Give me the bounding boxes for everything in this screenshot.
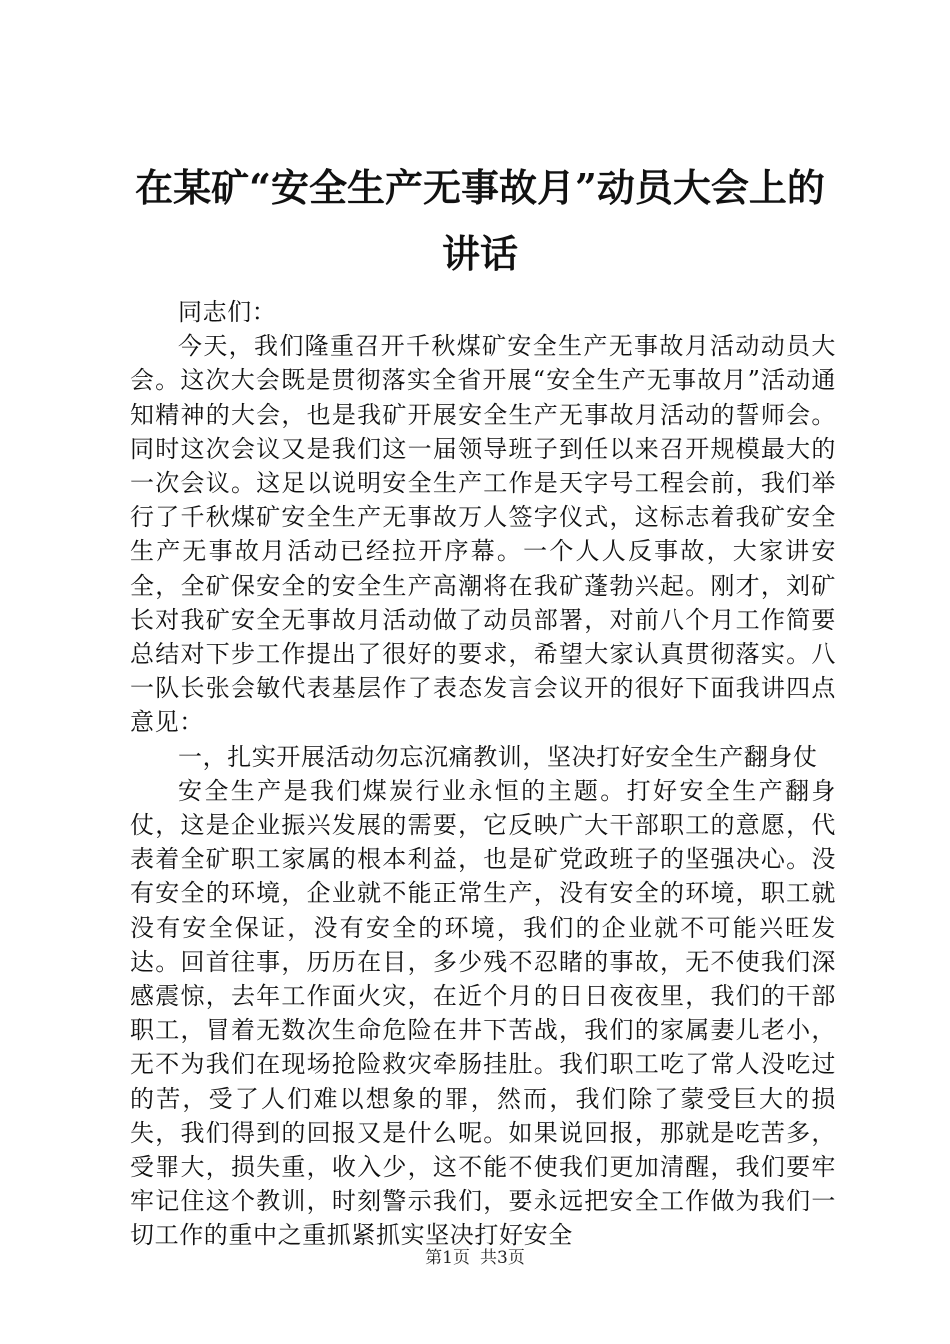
opening-paragraph: 今天，我们隆重召开千秋煤矿安全生产无事故月活动动员大会。这次大会既是贯彻落实全省开展“安全生产无事故月”活动通知精神的大会，也是我矿开展安全生产无事故月活动的誓师会。同时这次会议又是我们这一届领导班子到任以来召开规模最大的一次会议。这足以说明安全生产工作是天字号工程会前，我们举行了千秋煤矿安全生产无事故万人签字仪式，这标志着我矿安全生产无事故月活动已经拉开序幕。一个人人反事故，大家讲安全，全矿保安全的安全生产高潮将在我矿蓬勃兴起。刚才，刘矿长对我矿安全无事故月活动做了动员部署，对前八个月工作简要总结对下步工作提出了很好的要求，希望大家认真贯彻落实。八一队长张会敏代表基层作了表态发言会议开的很好下面我讲四点意见： [130,332,836,737]
page-total: 共3页 [480,1248,525,1268]
salutation-paragraph: 同志们： [178,298,277,326]
document-title: 在某矿“安全生产无事故月”动员大会上的讲话 [135,165,825,276]
document-body [130,295,836,1253]
section-heading: 一，扎实开展活动勿忘沉痛教训，坚决打好安全生产翻身仗 [178,742,818,771]
page-number: 第1页 [425,1248,470,1268]
body-paragraph: 安全生产是我们煤炭行业永恒的主题。打好安全生产翻身仗，这是企业振兴发展的需要，它反映广大干部职工的意愿，代表着全矿职工家属的根本利益，也是矿党政班子的坚强决心。没有安全的环境，企业就不能正常生产，没有安全的环境，职工就没有安全保证，没有安全的环境，我们的企业就不可能兴旺发达。回首往事，历历在目，多少残不忍睹的事故，无不使我们深感震惊，去年工作面火灾，在近个月的日日夜夜里，我们的干部职工，冒着无数次生命危险在井下苦战，我们的家属妻儿老小，无不为我们在现场抢险救灾牵肠挂肚。我们职工吃了常人没吃过的苦，受了人们难以想象的罪，然而，我们除了蒙受巨大的损失，我们得到的回报又是什么呢。如果说回报，那就是吃苦多，受罪大，损失重，收入少，这不能不使我们更加清醒，我们要牢牢记住这个教训，时刻警示我们，要永远把安全工作做为我们一切工作的重中之重抓紧抓实坚决打好安全 [130,776,836,1250]
page-footer [0,1243,950,1268]
